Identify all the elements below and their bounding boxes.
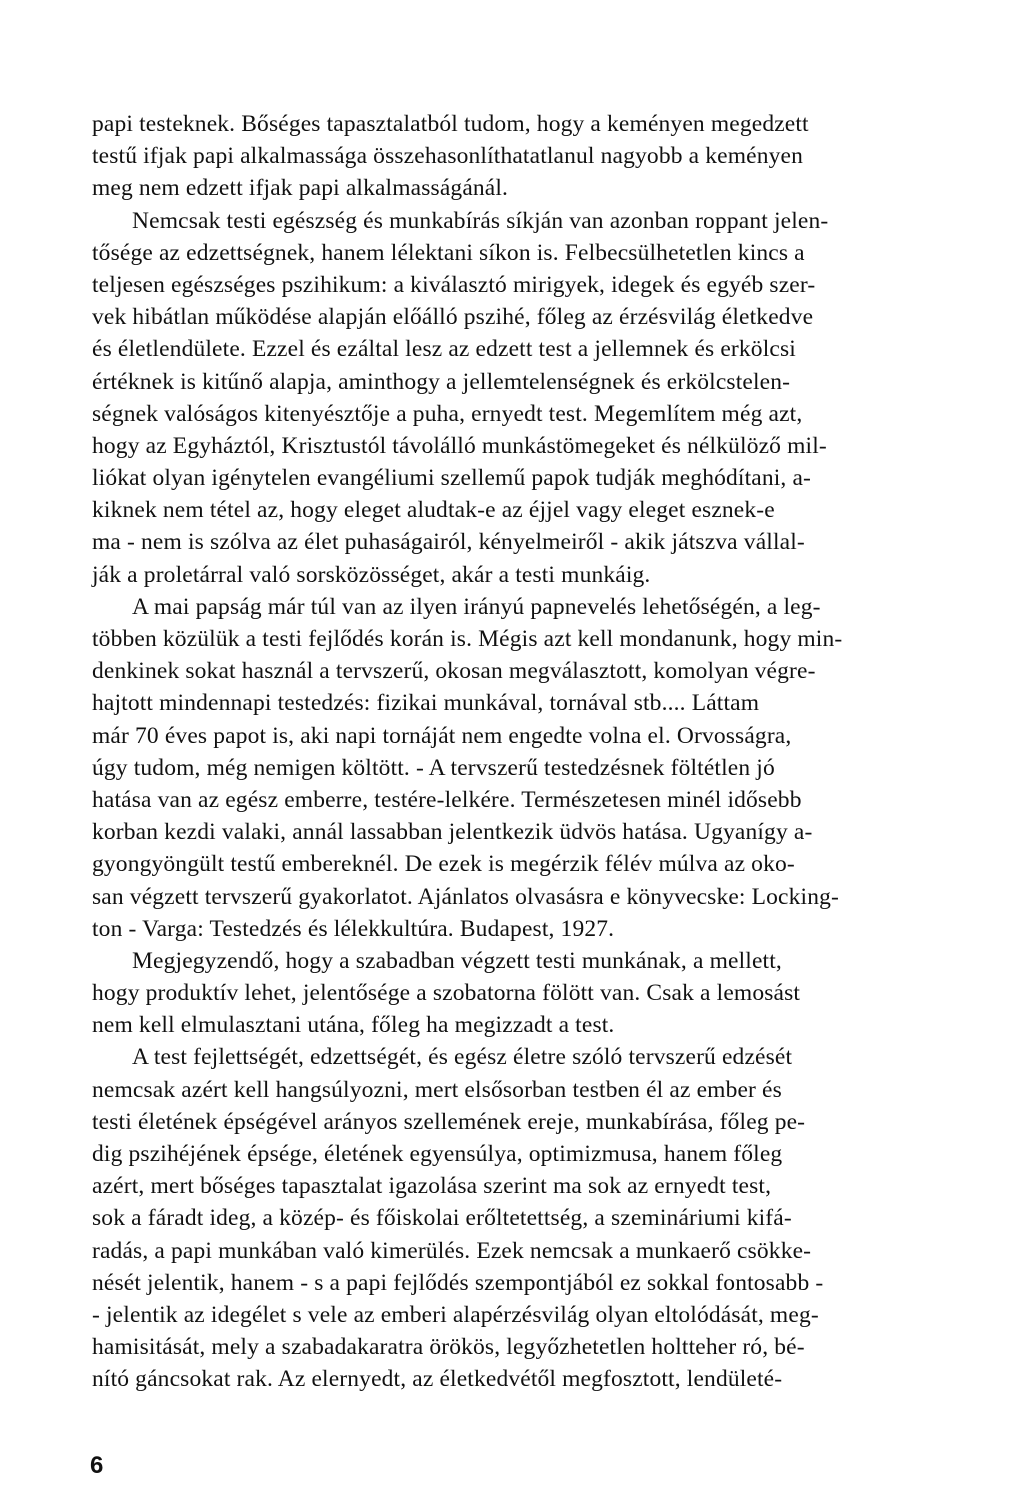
- document-page: [92, 108, 942, 1396]
- text-line: nését jelentik, hanem - s a papi fejlődés szempontjából ez sokkal fontosabb -: [92, 1269, 824, 1296]
- text-line: hogy produktív lehet, jelentősége a szobatorna fölött van. Csak a lemosást: [92, 980, 801, 1007]
- text-line: hamisitását, mely a szabadakaratra örökös, legyőzhetetlen holtteher ró, bé-: [92, 1334, 805, 1361]
- text-line: azért, mert bőséges tapasztalat igazolása szerint ma sok az ernyedt test,: [92, 1173, 772, 1200]
- text-line: többen közülük a testi fejlődés korán is. Mégis azt kell mondanunk, hogy min-: [92, 626, 843, 652]
- text-line: meg nem edzett ifjak papi alkalmasságánál.: [92, 175, 509, 202]
- text-line: már 70 éves papot is, aki napi tornáját nem engedte volna el. Orvosságra,: [92, 722, 792, 749]
- text-line: hogy az Egyháztól, Krisztustól távolálló munkástömegeket és nélkülöző mil-: [92, 432, 827, 459]
- text-line: vek hibátlan működése alapján előálló pszihé, főleg az érzésvilág életkedve: [92, 304, 814, 331]
- text-line: ma - nem is szólva az élet puhaságairól, kényelmeiről - akik játszva vállal-: [92, 529, 805, 556]
- text-line: ségnek valóságos kitenyésztője a puha, ernyedt test. Megemlítem még azt,: [92, 400, 803, 427]
- text-line: ják a proletárral való sorsközösséget, akár a testi munkáig.: [92, 561, 651, 588]
- text-line: A test fejlettségét, edzettségét, és egész életre szóló tervszerű edzését: [132, 1044, 793, 1071]
- text-line: kiknek nem tétel az, hogy eleget aludtak-e az éjjel vagy eleget esznek-e: [92, 497, 775, 524]
- text-line: és életlendülete. Ezzel és ezáltal lesz az edzett test a jellemnek és erkölcsi: [92, 336, 796, 363]
- text-line: papi testeknek. Bőséges tapasztalatból tudom, hogy a keményen megedzett: [92, 111, 809, 137]
- text-line: korban kezdi valaki, annál lassabban jelentkezik üdvös hatása. Ugyanígy a-: [92, 819, 813, 846]
- text-line: testű ifjak papi alkalmassága összehasonlíthatatlanul nagyobb a keményen: [92, 143, 804, 170]
- text-line: sok a fáradt ideg, a közép- és főiskolai erőltetettség, a szemináriumi kifá-: [92, 1205, 792, 1232]
- text-line: tősége az edzettségnek, hanem lélektani síkon is. Felbecsülhetetlen kincs a: [92, 239, 805, 266]
- text-line: Nemcsak testi egészség és munkabírás síkján van azonban roppant jelen-: [132, 207, 829, 234]
- text-line: úgy tudom, még nemigen költött. - A tervszerű testedzésnek föltétlen jó: [92, 754, 775, 781]
- text-line: denkinek sokat használ a tervszerű, okosan megválasztott, komolyan végre-: [92, 658, 816, 685]
- text-line: dig pszihéjének épsége, életének egyensúlya, optimizmusa, hanem főleg: [92, 1141, 783, 1167]
- text-line: teljesen egészséges pszihikum: a kiválasztó mirigyek, idegek és egyéb szer-: [92, 271, 816, 298]
- text-line: értéknek is kitűnő alapja, aminthogy a jellemtelenségnek és erkölcstelen-: [92, 368, 791, 395]
- text-line: liókat olyan igénytelen evangéliumi szellemű papok tudják meghódítani, a-: [92, 465, 812, 492]
- text-line: hatása van az egész emberre, testére-lelkére. Természetesen minél idősebb: [92, 786, 802, 813]
- text-line: testi életének épségével arányos szellemének ereje, munkabírása, főleg pe-: [92, 1108, 806, 1135]
- text-line: gyongyöngült testű embereknél. De ezek is megérzik félév múlva az oko-: [92, 851, 795, 878]
- text-line: hajtott mindennapi testedzés: fizikai munkával, tornával stb.... Láttam: [92, 690, 760, 717]
- text-line: nemcsak azért kell hangsúlyozni, mert elsősorban testben él az ember és: [92, 1076, 782, 1103]
- text-line: san végzett tervszerű gyakorlatot. Ajánlatos olvasásra e könyvecske: Locking-: [92, 883, 839, 910]
- text-line: nem kell elmulasztani utána, főleg ha megizzadt a test.: [92, 1012, 615, 1039]
- text-line: ton - Varga: Testedzés és lélekkultúra. Budapest, 1927.: [92, 915, 615, 942]
- text-line: A mai papság már túl van az ilyen irányú papnevelés lehetőségén, a leg-: [132, 593, 821, 620]
- text-line: - jelentik az idegélet s vele az emberi alapérzésvilág olyan eltolódását, meg-: [92, 1301, 819, 1328]
- text-line: nító gáncsokat rak. Az elernyedt, az életkedvétől megfosztott, lendületé-: [92, 1366, 783, 1393]
- text-line: Megjegyzendő, hogy a szabadban végzett testi munkának, a mellett,: [132, 947, 782, 974]
- text-line: radás, a papi munkában való kimerülés. Ezek nemcsak a munkaerő csökke-: [92, 1237, 812, 1264]
- page-number: 6: [90, 1452, 104, 1479]
